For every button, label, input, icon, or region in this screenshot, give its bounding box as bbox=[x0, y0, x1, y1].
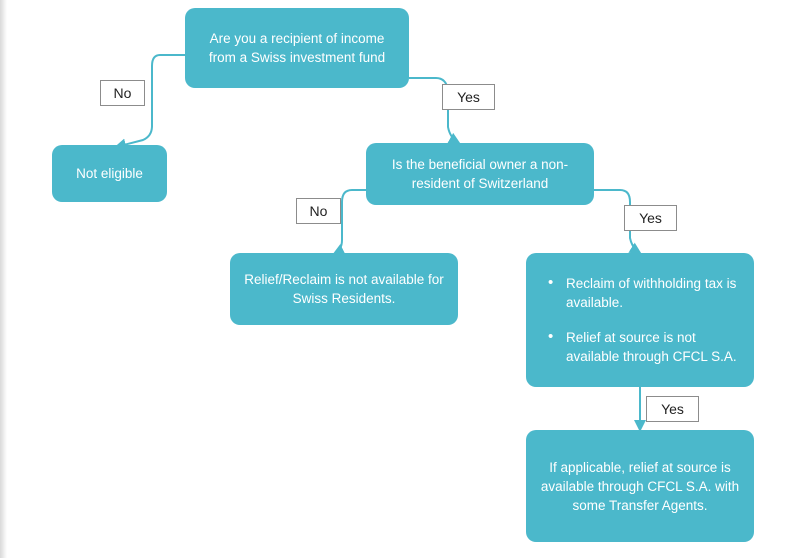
list-item: • Reclaim of withholding tax is available. bbox=[566, 274, 740, 312]
node-swiss-residents[interactable] bbox=[230, 253, 458, 325]
node-text: Are you a recipient of income from a Swiss investment fund bbox=[208, 31, 386, 65]
node-question-non-resident[interactable] bbox=[366, 143, 594, 205]
reclaim-bullet-list bbox=[544, 274, 740, 366]
edge-label-yes-2 bbox=[624, 205, 677, 231]
left-edge-shadow bbox=[0, 0, 7, 558]
edge-label-no-1 bbox=[100, 80, 145, 106]
edge-label-yes-1 bbox=[442, 84, 495, 110]
label-text: Yes bbox=[457, 89, 480, 105]
node-text: Relief/Reclaim is not available for Swiss Residents. bbox=[244, 272, 444, 306]
node-not-eligible[interactable] bbox=[52, 145, 167, 202]
edge-label-no-2 bbox=[296, 198, 341, 224]
edge-label-yes-3 bbox=[646, 396, 699, 422]
node-text: Is the beneficial owner a non-resident of Switzerland bbox=[391, 157, 569, 191]
list-item: • Relief at source is not available through CFCL S.A. bbox=[566, 328, 740, 366]
label-text: Yes bbox=[639, 210, 662, 226]
label-text: No bbox=[309, 203, 328, 219]
node-text: If applicable, relief at source is available through CFCL S.A. with some Transfer Agents. bbox=[540, 459, 740, 513]
node-question-swiss-fund[interactable] bbox=[185, 8, 409, 88]
label-text: No bbox=[113, 85, 132, 101]
label-text: Yes bbox=[661, 401, 684, 417]
node-transfer-agents[interactable] bbox=[526, 430, 754, 542]
node-text: Not eligible bbox=[76, 166, 143, 181]
node-reclaim-options[interactable] bbox=[526, 253, 754, 387]
